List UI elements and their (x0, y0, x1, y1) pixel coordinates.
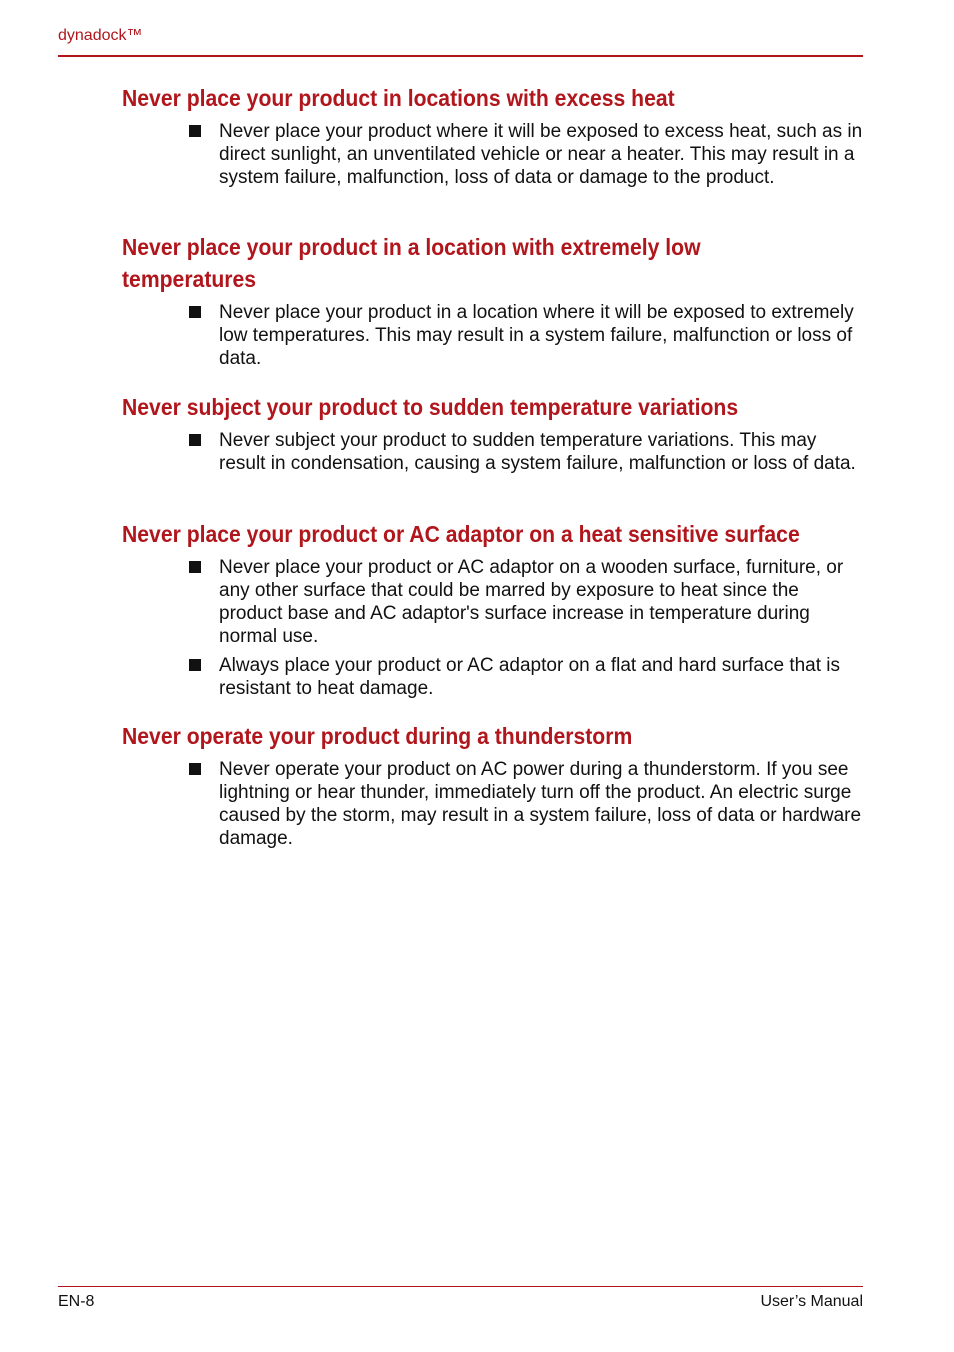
section-title: Never operate your product during a thunderstorm (122, 723, 633, 749)
list-item (122, 120, 864, 189)
bullet-list (122, 120, 864, 189)
bullet-list (122, 301, 864, 370)
square-bullet-icon (189, 434, 201, 446)
section-title: Never place your product or AC adaptor on a heat sensitive surface (122, 521, 800, 547)
square-bullet-icon (189, 763, 201, 775)
manual-title: User’s Manual (760, 1293, 863, 1310)
bullet-text: Never place your product or AC adaptor on a wooden surface, furniture, or any other surface that could be marred by exposure to heat since the product base and AC adaptor's surface increase in temperature during normal use. (219, 557, 844, 647)
section-title-line: Never place your product in a location with extremely low (122, 234, 701, 260)
list-item (122, 301, 864, 370)
bullet-list (122, 758, 864, 850)
list-item (122, 429, 864, 475)
bullet-text: Always place your product or AC adaptor on a flat and hard surface that is resistant to heat damage. (219, 655, 841, 699)
bullet-text: Never place your product in a location where it will be exposed to extremely low temperatures. This may result in a system failure, malfunction or loss of data. (219, 302, 854, 369)
page-number: EN-8 (58, 1293, 95, 1310)
square-bullet-icon (189, 659, 201, 671)
list-item (122, 758, 864, 850)
section-thunderstorm (122, 720, 864, 850)
section-title: Never subject your product to sudden temperature variations (122, 394, 739, 420)
bullet-text: Never subject your product to sudden temperature variations. This may result in condensation, causing a system failure, malfunction or loss of data. (219, 430, 856, 474)
section-low-temperatures (122, 231, 864, 370)
square-bullet-icon (189, 561, 201, 573)
square-bullet-icon (189, 306, 201, 318)
bullet-text: Never place your product where it will be exposed to excess heat, such as in direct sunlight, an unventilated vehicle or near a heater. This may result in a system failure, malfunction, loss of data or damage to the product. (219, 121, 863, 188)
page-footer (58, 1286, 863, 1317)
page-header (58, 26, 863, 57)
square-bullet-icon (189, 125, 201, 137)
section-title: Never place your product in locations with excess heat (122, 85, 675, 111)
bullet-list (122, 556, 864, 700)
section-heat-sensitive-surface (122, 518, 864, 700)
bullet-list (122, 429, 864, 475)
section-excess-heat (122, 82, 864, 189)
bullet-text: Never operate your product on AC power during a thunderstorm. If you see lightning or hear thunder, immediately turn off the product. An electric surge caused by the storm, may result in a system failure, loss of data or hardware damage. (219, 759, 862, 849)
list-item (122, 654, 864, 700)
header-product-name: dynadock™ (58, 27, 143, 44)
section-title-line: temperatures (122, 266, 257, 292)
section-title (122, 231, 805, 295)
list-item (122, 556, 864, 648)
section-temperature-variations (122, 391, 864, 475)
